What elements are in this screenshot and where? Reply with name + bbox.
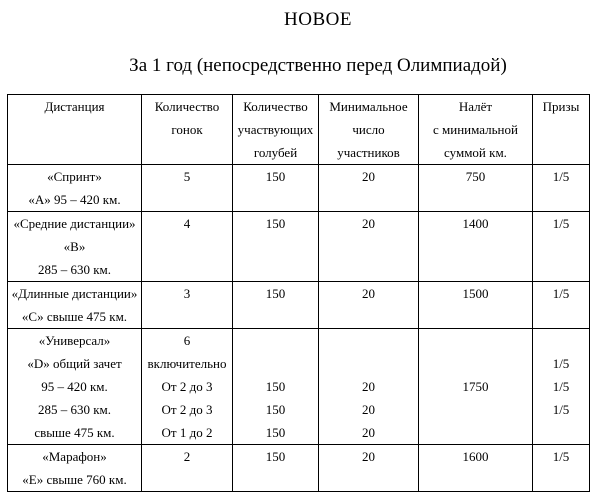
header-line: голубей <box>253 145 298 160</box>
table-row <box>8 329 590 445</box>
header-km <box>419 95 533 165</box>
cell-line: 750 <box>465 169 486 184</box>
cell-line <box>535 329 587 352</box>
cell-line: «Средние дистанции» <box>13 216 136 231</box>
header-line: суммой км. <box>444 145 507 160</box>
cell-line: 3 <box>183 286 191 301</box>
cell-line <box>535 421 587 444</box>
table-row <box>8 212 590 282</box>
cell-line <box>421 421 530 444</box>
cell-line: 150 <box>265 379 286 394</box>
cell-km <box>419 282 533 329</box>
cell-line <box>421 329 530 352</box>
cell-line <box>321 352 416 375</box>
cell-line: «А» 95 – 420 км. <box>28 192 121 207</box>
cell-distance <box>8 282 142 329</box>
header-line: с минимальной <box>433 122 518 137</box>
cell-distance <box>8 445 142 492</box>
cell-line: 150 <box>265 169 286 184</box>
cell-line <box>235 329 316 352</box>
cell-line: 1/5 <box>552 449 570 464</box>
cell-line: «Е» свыше 760 км. <box>22 472 127 487</box>
table-row <box>8 282 590 329</box>
cell-line <box>421 352 530 375</box>
cell-line: 1/5 <box>552 286 570 301</box>
cell-pigeons <box>233 445 319 492</box>
cell-line: 1750 <box>462 379 489 394</box>
cell-prizes <box>533 282 590 329</box>
cell-pigeons <box>233 329 319 445</box>
cell-line: 150 <box>265 216 286 231</box>
cell-line: «D» общий зачет <box>27 356 122 371</box>
cell-line: 4 <box>183 216 191 231</box>
cell-line <box>421 398 530 421</box>
cell-line: 1/5 <box>552 169 570 184</box>
header-line: Дистанция <box>44 99 105 114</box>
cell-line: 5 <box>183 169 191 184</box>
header-races <box>142 95 233 165</box>
header-line: Налёт <box>458 99 493 114</box>
cell-line: 285 – 630 км. <box>37 402 112 417</box>
header-pigeons <box>233 95 319 165</box>
cell-km <box>419 165 533 212</box>
cell-km <box>419 329 533 445</box>
cell-min-participants <box>319 445 419 492</box>
cell-distance <box>8 165 142 212</box>
cell-min-participants <box>319 165 419 212</box>
cell-pigeons <box>233 165 319 212</box>
cell-line: 1400 <box>462 216 489 231</box>
cell-line: «Спринт» <box>47 169 102 184</box>
header-line: Призы <box>542 99 580 114</box>
cell-line: 150 <box>265 286 286 301</box>
cell-line: 20 <box>362 449 375 464</box>
cell-line: 1/5 <box>552 356 570 371</box>
cell-prizes <box>533 165 590 212</box>
cell-line: 20 <box>362 216 375 231</box>
cell-line: «Длинные дистанции» <box>11 286 138 301</box>
header-prizes <box>533 95 590 165</box>
cell-line: «В» <box>63 239 86 254</box>
page-subtitle: За 1 год (непосредственно перед Олимпиадой) <box>129 55 507 76</box>
cell-races <box>142 329 233 445</box>
cell-distance <box>8 212 142 282</box>
cell-min-participants <box>319 212 419 282</box>
cell-line: 1/5 <box>552 379 570 394</box>
cell-line: 95 – 420 км. <box>41 379 108 394</box>
cell-line: 1600 <box>462 449 489 464</box>
cell-prizes <box>533 212 590 282</box>
cell-km <box>419 445 533 492</box>
cell-line: 20 <box>362 286 375 301</box>
header-line: гонок <box>171 122 203 137</box>
cell-races <box>142 445 233 492</box>
cell-line: свыше 475 км. <box>34 425 115 440</box>
cell-line: 1500 <box>462 286 489 301</box>
cell-line: От 1 до 2 <box>161 425 213 440</box>
cell-line: 2 <box>183 449 191 464</box>
cell-line: включительно <box>147 356 227 371</box>
header-line: Минимальное <box>329 99 408 114</box>
cell-km <box>419 212 533 282</box>
cell-line: От 2 до 3 <box>161 402 213 417</box>
page-title: НОВОЕ <box>284 9 352 30</box>
cell-line: 150 <box>265 425 286 440</box>
cell-pigeons <box>233 212 319 282</box>
cell-line: 20 <box>362 402 375 417</box>
cell-prizes <box>533 329 590 445</box>
cell-line: 20 <box>362 425 375 440</box>
cell-line: 285 – 630 км. <box>37 262 112 277</box>
cell-line: 20 <box>362 379 375 394</box>
header-line: Количество <box>154 99 220 114</box>
cell-races <box>142 212 233 282</box>
cell-line: 6 <box>183 333 191 348</box>
header-min-participants <box>319 95 419 165</box>
header-line: участников <box>337 145 400 160</box>
cell-line <box>235 352 316 375</box>
header-line: участвующих <box>237 122 314 137</box>
cell-line: «Марафон» <box>42 449 107 464</box>
cell-line: «С» свыше 475 км. <box>21 309 128 324</box>
table-row <box>8 445 590 492</box>
cell-line: 150 <box>265 402 286 417</box>
cell-pigeons <box>233 282 319 329</box>
cell-line <box>321 329 416 352</box>
cell-line: 1/5 <box>552 216 570 231</box>
competition-table <box>7 94 590 492</box>
cell-distance <box>8 329 142 445</box>
cell-min-participants <box>319 282 419 329</box>
cell-line: 150 <box>265 449 286 464</box>
cell-line: 20 <box>362 169 375 184</box>
cell-races <box>142 165 233 212</box>
table-body <box>8 165 590 492</box>
header-line: число <box>352 122 385 137</box>
table-header-row <box>8 95 590 165</box>
cell-min-participants <box>319 329 419 445</box>
cell-races <box>142 282 233 329</box>
header-line: Количество <box>243 99 308 114</box>
cell-line: «Универсал» <box>38 333 111 348</box>
cell-line: 1/5 <box>552 402 570 417</box>
cell-prizes <box>533 445 590 492</box>
header-distance <box>8 95 142 165</box>
table-row <box>8 165 590 212</box>
cell-line: От 2 до 3 <box>161 379 213 394</box>
